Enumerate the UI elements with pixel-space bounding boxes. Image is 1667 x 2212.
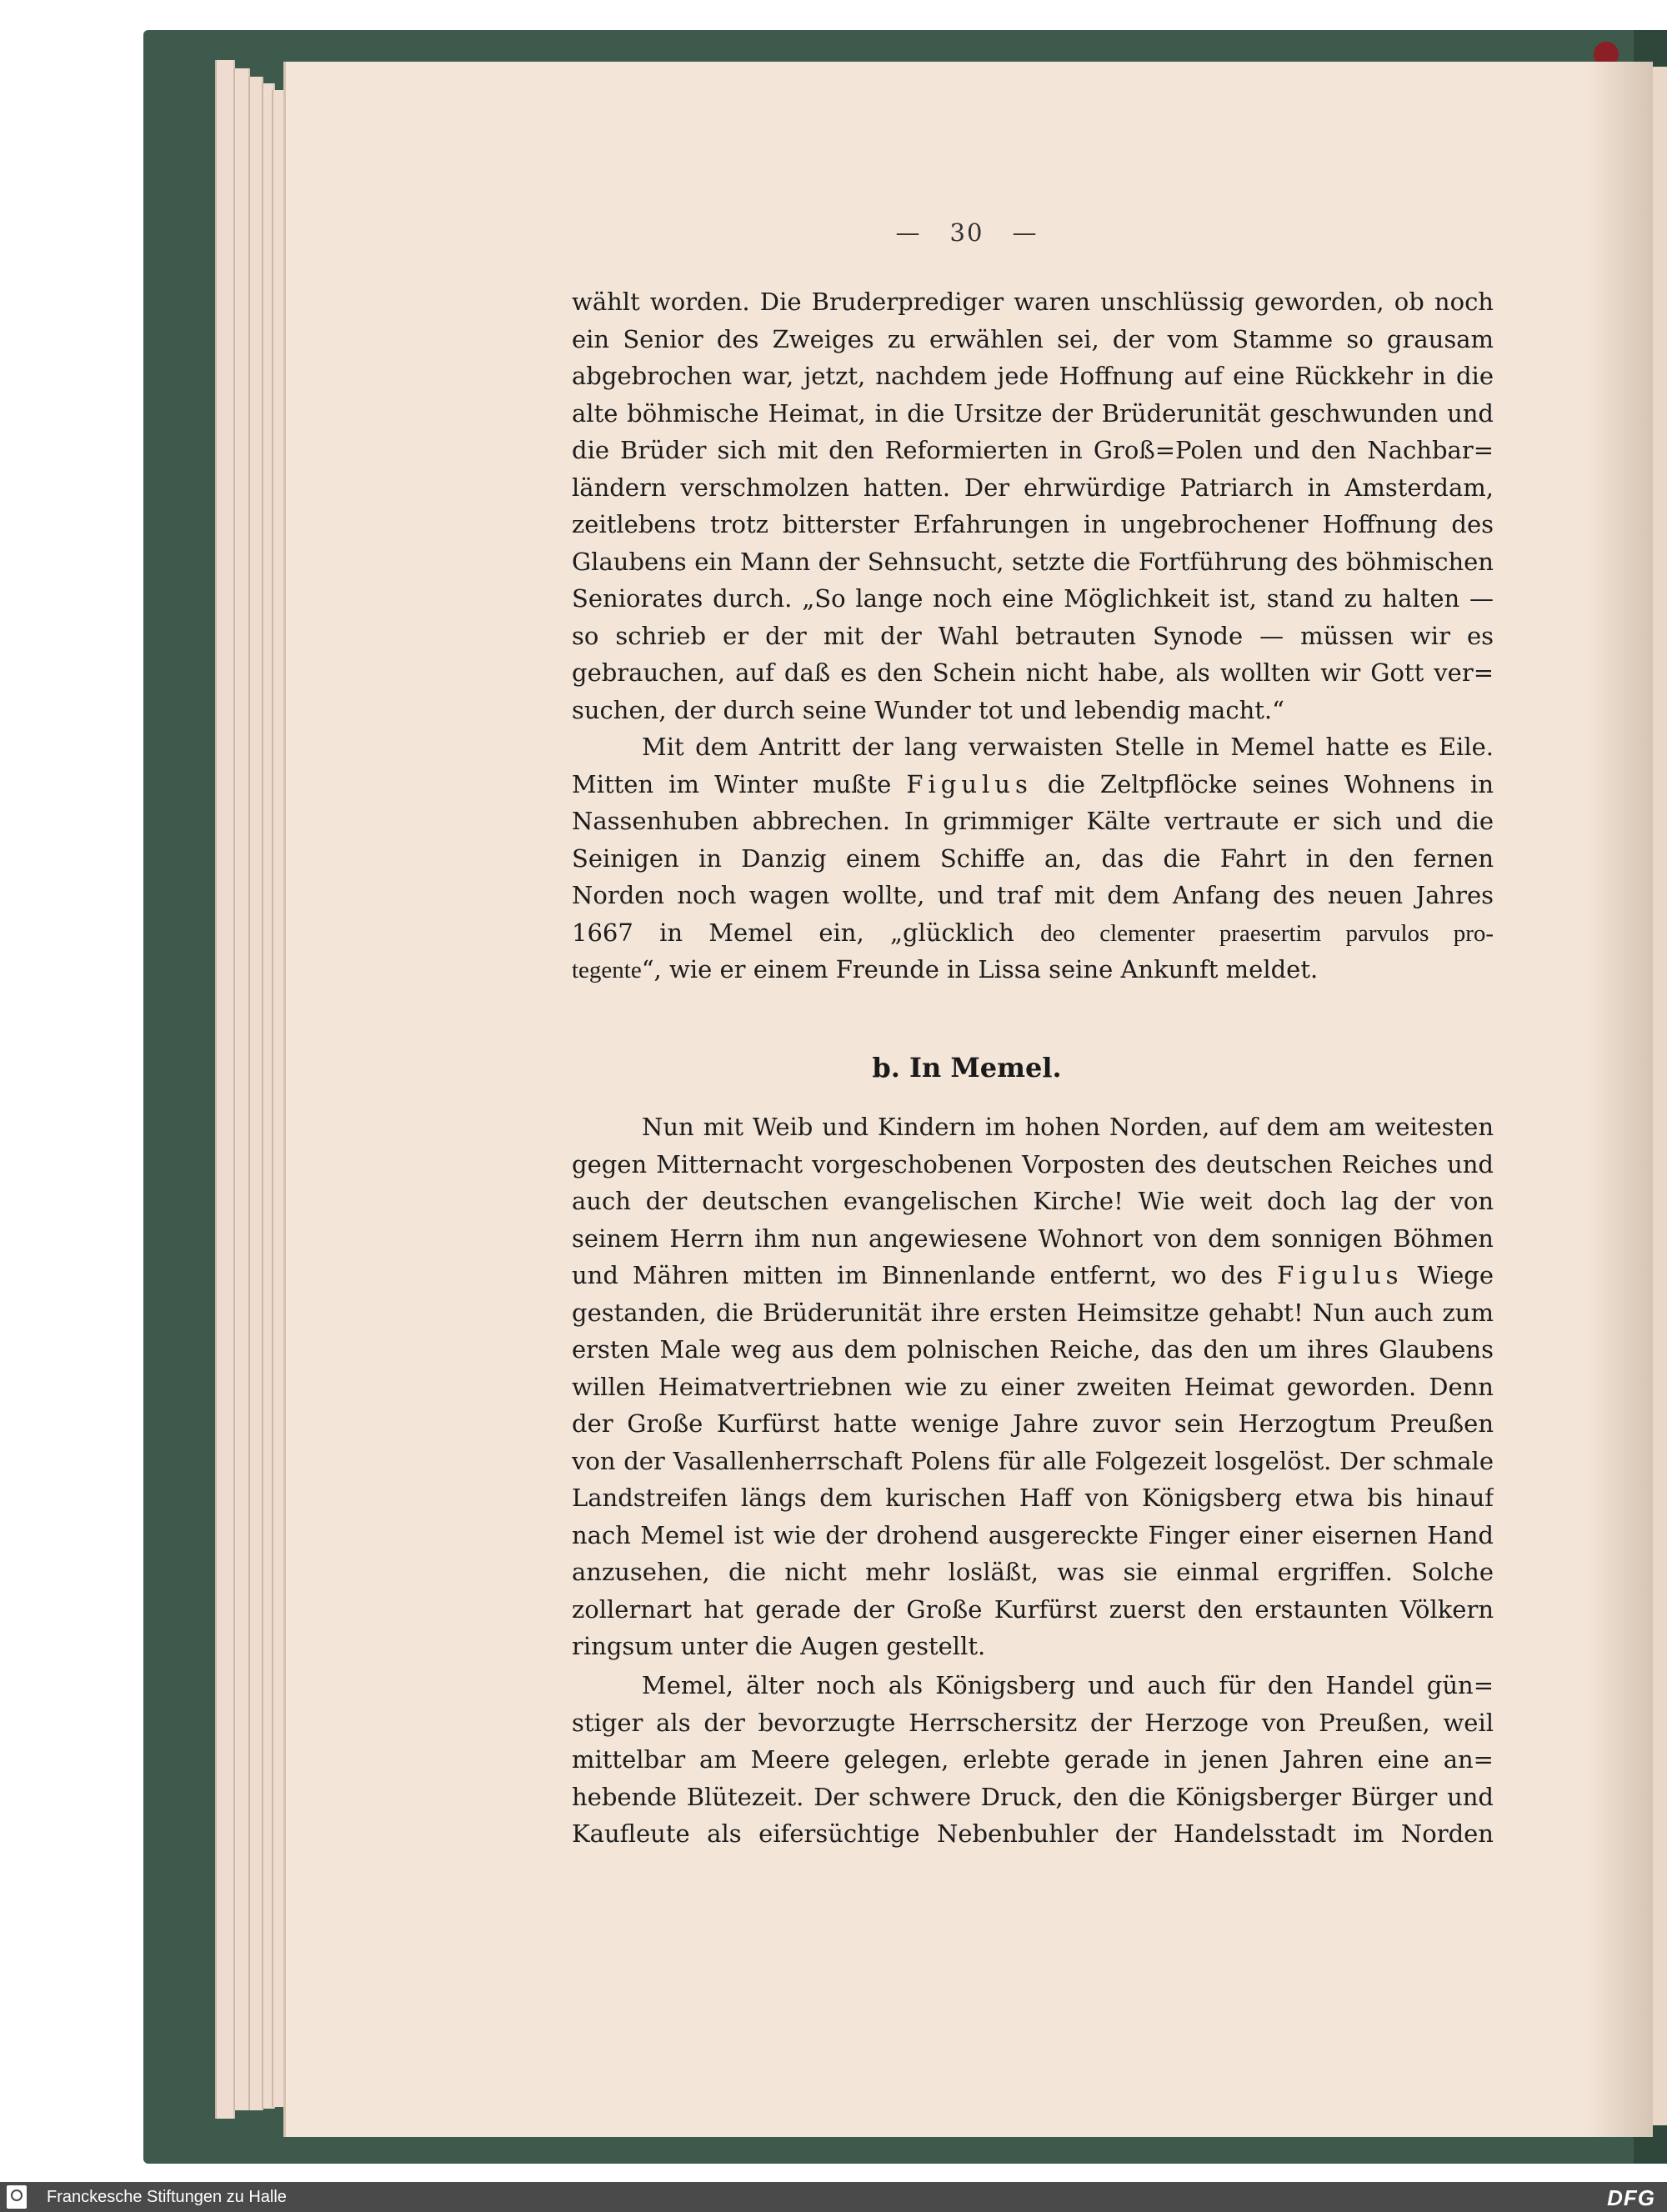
page-number-value: 30 (949, 218, 984, 247)
person-name-spaced: Figulus (1277, 1261, 1404, 1289)
text-line: suchen, der durch seine Wunder tot und lebendig macht.“ (572, 695, 1284, 724)
text-line: Memel, älter noch als Königsberg und auch für den Handel gün= (642, 1671, 1494, 1699)
text-line: mittelbar am Meere gelegen, erlebte gerade in jenen Jahren eine an= (572, 1745, 1494, 1774)
page-number (283, 218, 1650, 247)
text-line: gebrauchen, auf daß es den Schein nicht habe, als wollten wir Gott ver= (572, 658, 1494, 687)
text-line: zollernart hat gerade der Große Kurfürst zuerst den erstaunten Völkern (572, 1594, 1494, 1624)
text-line (572, 1257, 1494, 1294)
text-fragment: 1667 in Memel ein, „glücklich (572, 918, 1014, 947)
text-line: stiger als der bevorzugte Herrschersitz der Herzoge von Preußen, weil (572, 1708, 1494, 1737)
page-edge (215, 60, 235, 2119)
text-line (572, 766, 1494, 803)
section-prefix: b. (872, 1052, 900, 1083)
section-heading (283, 1052, 1650, 1083)
text-fragment: “, wie er einem Freunde in Lissa seine Ankunft meldet. (641, 955, 1319, 983)
text-line: so schrieb er der mit der Wahl betrauten Synode — müssen wir es (572, 621, 1494, 650)
text-line: anzusehen, die nicht mehr losläßt, was sie einmal ergriffen. Solche (572, 1558, 1494, 1586)
latin-quote: tegente (572, 957, 642, 983)
text-line: nach Memel ist wie der drohend ausgereckte Finger einer eisernen Hand (572, 1520, 1494, 1549)
gutter-shadow (1586, 62, 1653, 2137)
text-line: Seniorates durch. „So lange noch eine Möglichkeit ist, stand zu halten — (572, 584, 1494, 613)
text-line: ersten Male weg aus dem polnischen Reiche, das den um ihres Glaubens (572, 1335, 1494, 1364)
text-line: hebende Blütezeit. Der schwere Druck, den die Königsberger Bürger und (572, 1782, 1494, 1811)
text-line: Mit dem Antritt der lang verwaisten Stelle in Memel hatte es Eile. (642, 733, 1494, 761)
text-line: ein Senior des Zweiges zu erwählen sei, der vom Stamme so grausam (572, 324, 1494, 353)
text-line (572, 914, 1494, 952)
person-name-spaced: Figulus (906, 769, 1033, 798)
text-line: gegen Mitternacht vorgeschobenen Vorposten des deutschen Reiches und (572, 1149, 1494, 1179)
latin-quote: deo clementer praesertim parvulos pro- (1040, 919, 1494, 947)
text-line: Seinigen in Danzig einem Schiffe an, das die Fahrt in den fernen (572, 843, 1494, 873)
text-fragment: Mitten im Winter mußte (572, 769, 892, 798)
footer-institution: Franckesche Stiftungen zu Halle (47, 2188, 287, 2206)
section-title: In Memel. (909, 1052, 1062, 1083)
text-line: ländern verschmolzen hatten. Der ehrwürdige Patriarch in Amsterdam, (572, 473, 1494, 502)
text-line: ringsum unter die Augen gestellt. (572, 1632, 986, 1660)
text-line: die Brüder sich mit den Reformierten in Groß=Polen und den Nachbar= (572, 436, 1494, 464)
paragraph-figulus-departure (572, 728, 1494, 988)
page-number-dash: — (895, 218, 922, 247)
paragraph-memel-trade (572, 1667, 1494, 1853)
text-line: Landstreifen längs dem kurischen Haff von Königsberg etwa bis hinauf (572, 1484, 1494, 1512)
page-number-dash: — (1012, 218, 1039, 247)
text-line (572, 951, 1494, 988)
text-line: Nassenhuben abbrechen. In grimmiger Kälte vertraute er sich und die (572, 807, 1494, 835)
text-line: zeitlebens trotz bitterster Erfahrungen in ungebrochener Hoffnung des (572, 510, 1494, 538)
text-line: willen Heimatvertriebnen wie zu einer zweiten Heimat geworden. Denn (572, 1372, 1494, 1401)
text-line: Norden noch wagen wollte, und traf mit dem Anfang des neuen Jahres (572, 881, 1494, 909)
text-line: von der Vasallenherrschaft Polens für alle Folgezeit losgelöst. Der schmale (572, 1446, 1494, 1475)
text-line: seinem Herrn ihm nun angewiesene Wohnort von dem sonnigen Böhmen (572, 1224, 1494, 1253)
text-line: gestanden, die Brüderunität ihre ersten Heimsitze gehabt! Nun auch zum (572, 1298, 1494, 1327)
text-line: der Große Kurfürst hatte wenige Jahre zuvor sein Herzogtum Preußen (572, 1409, 1494, 1438)
paragraph-continuation (572, 283, 1494, 728)
text-line: Glaubens ein Mann der Sehnsucht, setzte die Fortführung des böhmischen (572, 547, 1494, 576)
text-line: abgebrochen war, jetzt, nachdem jede Hoffnung auf eine Rückkehr in die (572, 362, 1494, 390)
text-line: wählt worden. Die Bruderprediger waren unschlüssig geworden, ob noch (572, 288, 1494, 316)
text-line: Nun mit Weib und Kindern im hohen Norden, auf dem am weitesten (642, 1113, 1494, 1141)
page-edge (233, 68, 250, 2110)
text-fragment: Wiege (1417, 1261, 1494, 1289)
text-line: alte böhmische Heimat, in die Ursitze der Brüderunität geschwunden und (572, 398, 1494, 428)
text-line: Kaufleute als eifersüchtige Nebenbuhler der Handelsstadt im Norden (572, 1819, 1494, 1848)
text-line: auch der deutschen evangelischen Kirche! Wie weit doch lag der von (572, 1187, 1494, 1215)
text-fragment: und Mähren mitten im Binnenlande entfernt, wo des (572, 1261, 1264, 1289)
footer-bar (0, 2182, 1667, 2212)
text-fragment: die Zeltpflöcke seines Wohnens in (1047, 769, 1494, 798)
paragraph-memel-north (572, 1109, 1494, 1665)
institution-logo-icon (7, 2185, 27, 2209)
footer-dfg-logo: DFG (1607, 2185, 1655, 2210)
